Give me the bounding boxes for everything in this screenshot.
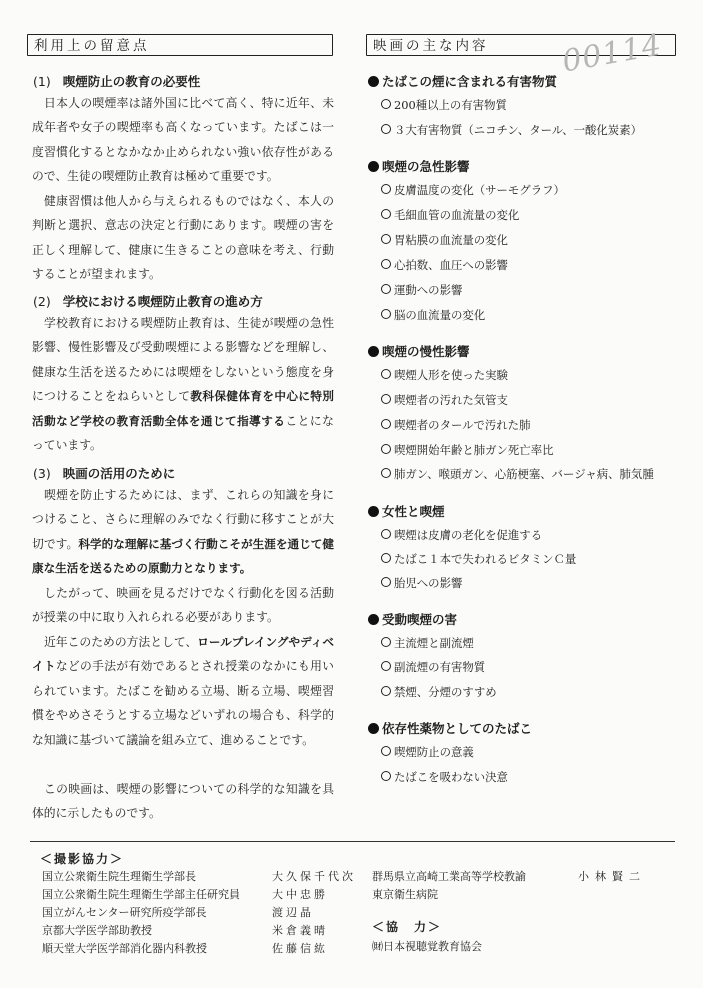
section-header-notes: 利用上の留意点 bbox=[27, 34, 333, 56]
credit-org: 国立公衆衛生院生理衛生学部主任研究員 bbox=[42, 888, 240, 901]
section-3-paragraph-1: 喫煙を防止するためには、まず、これらの知識を身につけること、さらに理解のみでなく行動に移すことが大切です。科学的な理解に基づく行動こそが生涯を通じて健康な生活を送るための原動力となります。 bbox=[32, 488, 334, 576]
circle-bullet-icon bbox=[381, 419, 391, 429]
section-2-title: (2) 学校における喫煙防止教育の進め方 bbox=[33, 294, 263, 309]
topic-item: たばこを吸わない決意 bbox=[381, 769, 508, 785]
credit-name: 渡辺晶 bbox=[272, 906, 314, 919]
section-3-paragraph-2: したがって、映画を見るだけでなく行動化を図る活動が授業の中に取り入れられる必要があります。 bbox=[32, 586, 334, 625]
credit-name: 大中忠勝 bbox=[272, 888, 328, 901]
topic-item: 主流煙と副流煙 bbox=[381, 635, 474, 651]
credit-org: 東京衛生病院 bbox=[372, 888, 438, 901]
section-2-paragraph: 学校教育における喫煙防止教育は、生徒が喫煙の急性影響、慢性影響及び受動喫煙による影響などを理解し、健康な生活を送るためには喫煙をしないという態度を身につけることをねらいとして教科保健体育を中心に特別活動など学校の教育活動全体を通じて指導することになっています。 bbox=[32, 316, 334, 453]
credit-name: 佐藤信紘 bbox=[272, 942, 328, 955]
circle-bullet-icon bbox=[381, 309, 391, 319]
circle-bullet-icon bbox=[381, 259, 391, 269]
circle-bullet-icon bbox=[381, 284, 391, 294]
topic-item: 喫煙は皮膚の老化を促進する bbox=[381, 527, 542, 543]
credit-name: 小林賢二 bbox=[578, 870, 646, 883]
section-1-paragraph-2: 健康習慣は他人から与えられるものではなく、本人の判断と選択、意志の決定と行動にあります。喫煙の害を正しく理解して、健康に生きることの意味を考え、行動することが望まれます。 bbox=[32, 194, 334, 282]
cooperation-heading: ＜協 力＞ bbox=[372, 920, 443, 934]
circle-bullet-icon bbox=[381, 637, 391, 647]
credit-org: 群馬県立高崎工業高等学校教諭 bbox=[372, 870, 526, 883]
section-1-paragraph-1: 日本人の喫煙率は諸外国に比べて高く、特に近年、未成年者や女子の喫煙率も高くなっています。たばこは一度習慣化するとなかなか止められない強い依存性があるので、生徒の喫煙防止教育は極めて重要です。 bbox=[32, 96, 334, 184]
topic-item: 喫煙者の汚れた気管支 bbox=[381, 392, 508, 408]
circle-bullet-icon bbox=[381, 369, 391, 379]
bullet-dot-icon bbox=[368, 723, 379, 734]
handwritten-note: 00114 bbox=[559, 27, 665, 80]
circle-bullet-icon bbox=[381, 234, 391, 244]
bullet-dot-icon bbox=[368, 506, 379, 517]
topic-title: 喫煙の慢性影響 bbox=[368, 342, 470, 360]
circle-bullet-icon bbox=[381, 468, 391, 478]
section-3-title: (3) 映画の活用のために bbox=[33, 466, 176, 481]
credit-org: 京都大学医学部助教授 bbox=[42, 924, 152, 937]
credit-org: 国立公衆衛生院生理衛生学部長 bbox=[42, 870, 196, 883]
topic-item: ３大有害物質（ニコチン、タール、一酸化炭素） bbox=[381, 122, 642, 138]
topic-item: 皮膚温度の変化（サーモグラフ） bbox=[381, 182, 565, 198]
section-3-paragraph-4: この映画は、喫煙の影響についての科学的な知識を具体的に示したものです。 bbox=[32, 782, 334, 821]
circle-bullet-icon bbox=[381, 686, 391, 696]
topic-title: 依存性薬物としてのたばこ bbox=[368, 719, 532, 737]
circle-bullet-icon bbox=[381, 746, 391, 756]
bullet-dot-icon bbox=[368, 76, 379, 87]
topic-item: 喫煙開始年齢と肺ガン死亡率比 bbox=[381, 442, 553, 458]
topic-title: 女性と喫煙 bbox=[368, 502, 445, 520]
topic-item: 胃粘膜の血流量の変化 bbox=[381, 232, 508, 248]
topic-item: 脳の血流量の変化 bbox=[381, 307, 485, 323]
credit-org: 順天堂大学医学部消化器内科教授 bbox=[42, 942, 207, 955]
credit-name: 米倉義晴 bbox=[272, 924, 328, 937]
circle-bullet-icon bbox=[381, 444, 391, 454]
topic-item: 禁煙、分煙のすすめ bbox=[381, 684, 497, 700]
circle-bullet-icon bbox=[381, 394, 391, 404]
credits-divider bbox=[30, 841, 675, 842]
section-header-contents: 映画の主な内容 bbox=[366, 34, 676, 56]
topic-item: 肺ガン、喉頭ガン、心筋梗塞、バージャ病、肺気腫 bbox=[381, 466, 654, 482]
topic-item: 喫煙防止の意義 bbox=[381, 744, 474, 760]
bullet-dot-icon bbox=[368, 346, 379, 357]
circle-bullet-icon bbox=[381, 577, 391, 587]
credits-heading: ＜撮影協力＞ bbox=[40, 852, 125, 866]
section-3-paragraph-3: 近年このための方法として、ロールプレイングやディベイトなどの手法が有効であるとされ授業のなかにも用いられています。たばこを勧める立場、断る立場、喫煙習慣をやめさそうとする立場などいずれの場合も、科学的な知識に基づいて議論を組み立て、進めることです。 bbox=[32, 635, 334, 747]
cooperation-org: ㈶日本視聴覚教育協会 bbox=[372, 940, 482, 953]
bullet-dot-icon bbox=[368, 614, 379, 625]
section-1-title: (1) 喫煙防止の教育の必要性 bbox=[33, 74, 201, 89]
topic-title: たばこの煙に含まれる有害物質 bbox=[368, 72, 557, 90]
circle-bullet-icon bbox=[381, 99, 391, 109]
circle-bullet-icon bbox=[381, 529, 391, 539]
circle-bullet-icon bbox=[381, 184, 391, 194]
topic-item: 毛細血管の血流量の変化 bbox=[381, 207, 519, 223]
topic-item: 200種以上の有害物質 bbox=[381, 97, 507, 113]
topic-item: 喫煙者のタールで汚れた肺 bbox=[381, 417, 530, 433]
topic-item: 喫煙人形を使った実験 bbox=[381, 367, 508, 383]
topic-item: 胎児への影響 bbox=[381, 575, 462, 591]
credit-name: 大久保千代次 bbox=[272, 870, 356, 883]
circle-bullet-icon bbox=[381, 771, 391, 781]
topic-item: 運動への影響 bbox=[381, 282, 462, 298]
credit-org: 国立がんセンター研究所疫学部長 bbox=[42, 906, 207, 919]
topic-item: たばこ１本で失われるビタミンＣ量 bbox=[381, 551, 576, 567]
topic-item: 副流煙の有害物質 bbox=[381, 659, 485, 675]
topic-title: 受動喫煙の害 bbox=[368, 610, 457, 628]
circle-bullet-icon bbox=[381, 124, 391, 134]
circle-bullet-icon bbox=[381, 553, 391, 563]
topic-title: 喫煙の急性影響 bbox=[368, 157, 470, 175]
circle-bullet-icon bbox=[381, 209, 391, 219]
bullet-dot-icon bbox=[368, 161, 379, 172]
circle-bullet-icon bbox=[381, 661, 391, 671]
topic-item: 心拍数、血圧への影響 bbox=[381, 257, 508, 273]
